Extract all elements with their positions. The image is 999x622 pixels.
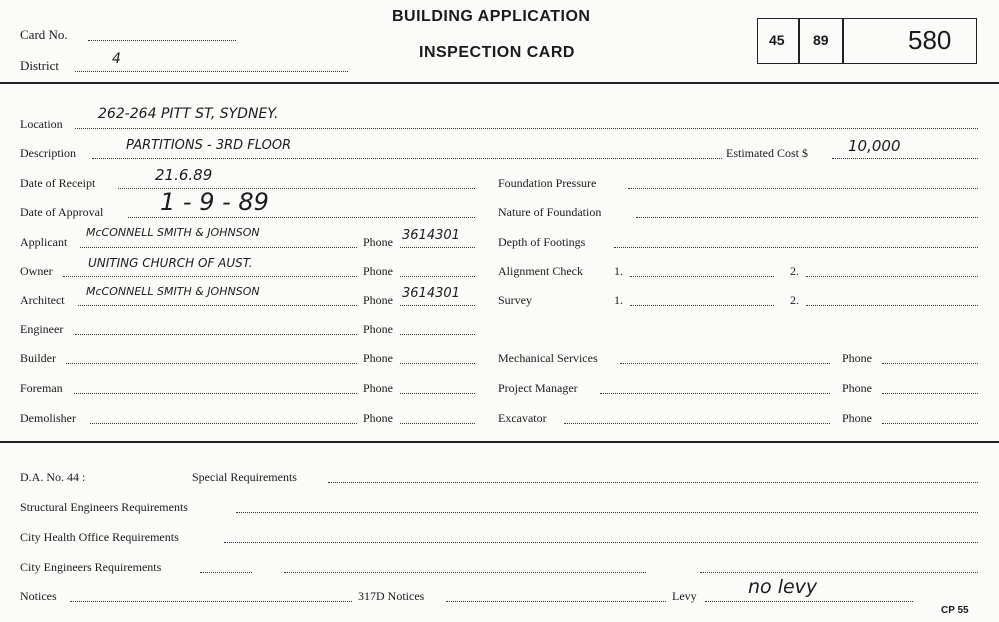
box-number: [843, 18, 977, 64]
district-value: 4: [112, 51, 121, 67]
excavator-label: Excavator: [498, 411, 547, 425]
box-b-text: 89: [813, 32, 829, 48]
location-field[interactable]: [75, 128, 978, 129]
box-a-text: 45: [769, 32, 785, 48]
project-manager-field[interactable]: [600, 393, 830, 394]
city-engineers-label: City Engineers Requirements: [20, 560, 162, 574]
notices-317d-field[interactable]: [446, 601, 666, 602]
architect-phone-field[interactable]: [400, 305, 475, 306]
survey-1-field[interactable]: [630, 305, 774, 306]
excavator-phone-field[interactable]: [882, 423, 978, 424]
divider-middle: [0, 441, 999, 443]
builder-field[interactable]: [66, 363, 357, 364]
applicant-phone-field[interactable]: [400, 247, 475, 248]
date-receipt-value: 21.6.89: [155, 166, 213, 184]
divider-top: [0, 82, 999, 84]
foreman-label: Foreman: [20, 381, 63, 395]
description-field[interactable]: [92, 158, 722, 159]
builder-phone-field[interactable]: [400, 363, 475, 364]
notices-317d-label: 317D Notices: [358, 589, 425, 603]
title-line-2: INSPECTION CARD: [419, 44, 575, 61]
demolisher-label: Demolisher: [20, 411, 76, 425]
estimated-cost-value: 10,000: [848, 137, 901, 155]
engineer-label: Engineer: [20, 322, 64, 336]
health-requirements-label: City Health Office Requirements: [20, 530, 179, 544]
notices-field[interactable]: [70, 601, 352, 602]
card-no-label: Card No.: [20, 27, 68, 42]
nature-foundation-label: Nature of Foundation: [498, 205, 602, 219]
city-engineers-field-c[interactable]: [700, 572, 978, 573]
title-line-1: BUILDING APPLICATION: [392, 8, 591, 25]
alignment-check-label: Alignment Check: [498, 264, 583, 278]
excavator-phone-label: Phone: [842, 411, 872, 425]
owner-label: Owner: [20, 264, 53, 278]
estimated-cost-field[interactable]: [832, 158, 978, 159]
alignment-check-1-field[interactable]: [630, 276, 774, 277]
alignment-check-2-field[interactable]: [806, 276, 978, 277]
builder-phone-label: Phone: [363, 351, 393, 365]
date-approval-value: 1 - 9 - 89: [160, 188, 269, 216]
box-number-text: 580: [908, 25, 952, 55]
engineer-phone-field[interactable]: [400, 334, 475, 335]
district-label: District: [20, 58, 59, 73]
architect-phone-value: 3614301: [402, 286, 460, 301]
demolisher-phone-label: Phone: [363, 411, 393, 425]
district-field[interactable]: [75, 71, 348, 72]
survey-2-field[interactable]: [806, 305, 978, 306]
foundation-pressure-label: Foundation Pressure: [498, 176, 597, 190]
survey-1: 1.: [614, 293, 623, 307]
alignment-check-2: 2.: [790, 264, 799, 278]
project-manager-phone-field[interactable]: [882, 393, 978, 394]
levy-value: no levy: [748, 576, 818, 598]
city-engineers-field-b[interactable]: [284, 572, 646, 573]
estimated-cost-label: Estimated Cost $: [726, 146, 808, 160]
foreman-field[interactable]: [74, 393, 357, 394]
mechanical-phone-label: Phone: [842, 351, 872, 365]
foreman-phone-label: Phone: [363, 381, 393, 395]
alignment-check-1: 1.: [614, 264, 623, 278]
da-no-label: D.A. No. 44 :: [20, 470, 86, 484]
mechanical-services-label: Mechanical Services: [498, 351, 598, 365]
demolisher-phone-field[interactable]: [400, 423, 475, 424]
owner-value: UNITING CHURCH OF AUST.: [88, 256, 253, 270]
owner-field[interactable]: [63, 276, 357, 277]
mechanical-phone-field[interactable]: [882, 363, 978, 364]
box-year-b: [799, 18, 843, 64]
levy-field[interactable]: [705, 601, 913, 602]
project-manager-phone-label: Phone: [842, 381, 872, 395]
levy-label: Levy: [672, 589, 697, 603]
builder-label: Builder: [20, 351, 56, 365]
date-approval-field[interactable]: [128, 217, 475, 218]
applicant-phone-label: Phone: [363, 235, 393, 249]
mechanical-services-field[interactable]: [620, 363, 830, 364]
notices-label: Notices: [20, 589, 57, 603]
applicant-phone-value: 3614301: [402, 228, 460, 243]
structural-requirements-field[interactable]: [236, 512, 978, 513]
applicant-value: McCONNELL SMITH & JOHNSON: [86, 226, 260, 239]
city-engineers-field-a[interactable]: [200, 572, 252, 573]
survey-2: 2.: [790, 293, 799, 307]
foundation-pressure-field[interactable]: [628, 188, 978, 189]
engineer-phone-label: Phone: [363, 322, 393, 336]
description-label: Description: [20, 146, 76, 160]
demolisher-field[interactable]: [90, 423, 357, 424]
date-approval-label: Date of Approval: [20, 205, 104, 219]
architect-field[interactable]: [78, 305, 357, 306]
special-requirements-field[interactable]: [328, 482, 978, 483]
date-receipt-label: Date of Receipt: [20, 176, 96, 190]
location-value: 262-264 PITT ST, SYDNEY.: [98, 106, 279, 122]
survey-label: Survey: [498, 293, 532, 307]
architect-phone-label: Phone: [363, 293, 393, 307]
depth-footings-label: Depth of Footings: [498, 235, 586, 249]
health-requirements-field[interactable]: [224, 542, 978, 543]
engineer-field[interactable]: [75, 334, 357, 335]
depth-footings-field[interactable]: [614, 247, 978, 248]
description-value: PARTITIONS - 3RD FLOOR: [126, 138, 292, 153]
special-requirements-label: Special Requirements: [192, 470, 297, 484]
owner-phone-field[interactable]: [400, 276, 475, 277]
applicant-label: Applicant: [20, 235, 68, 249]
foreman-phone-field[interactable]: [400, 393, 475, 394]
box-year-a: [757, 18, 799, 64]
owner-phone-label: Phone: [363, 264, 393, 278]
architect-value: McCONNELL SMITH & JOHNSON: [86, 285, 260, 298]
structural-requirements-label: Structural Engineers Requirements: [20, 500, 188, 514]
form-code: CP 55: [941, 605, 969, 616]
excavator-field[interactable]: [564, 423, 830, 424]
architect-label: Architect: [20, 293, 65, 307]
location-label: Location: [20, 117, 63, 131]
project-manager-label: Project Manager: [498, 381, 578, 395]
nature-foundation-field[interactable]: [636, 217, 978, 218]
applicant-field[interactable]: [80, 247, 357, 248]
card-no-field[interactable]: [88, 40, 236, 41]
